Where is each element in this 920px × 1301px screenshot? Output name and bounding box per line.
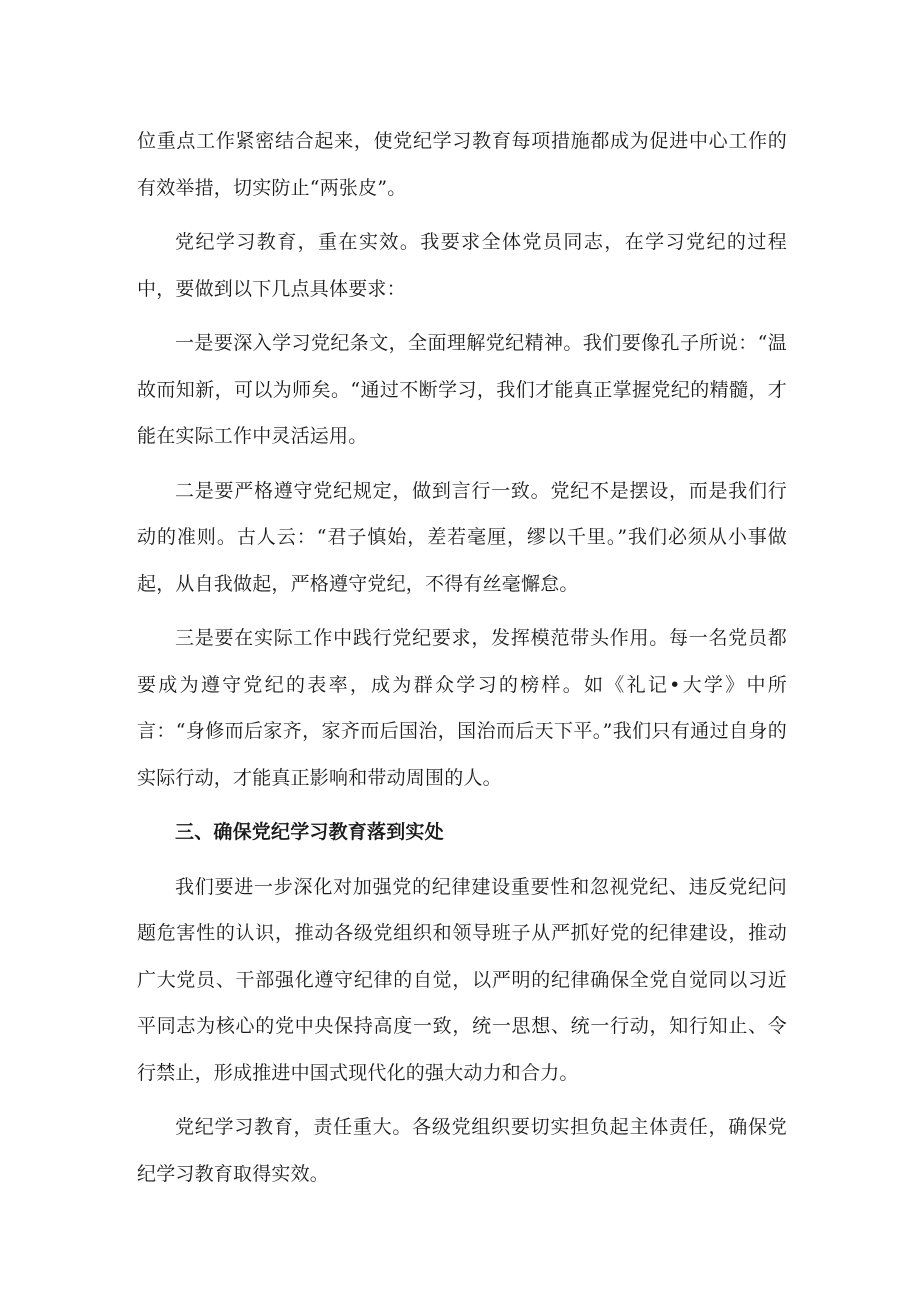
paragraph-requirement-one: 一是要深入学习党纪条文，全面理解党纪精神。我们要像孔子所说：“温故而知新，可以为师矣。“通过不断学习，我们才能真正掌握党纪的精髓，才能在实际工作中灵活运用。: [137, 332, 787, 447]
section-heading: 三、确保党纪学习教育落到实处: [175, 821, 444, 843]
paragraph-requirement-three: 三是要在实际工作中践行党纪要求，发挥模范带头作用。每一名党员都要成为遵守党纪的表率，成为群众学习的榜样。如《礼记•大学》中所言：“身修而后家齐，家齐而后国治，国治而后天下平。”我们只有通过自身的实际行动，才能真正影响和带动周围的人。: [137, 627, 787, 789]
paragraph-gap: [137, 607, 787, 615]
paragraph-gap: [137, 460, 787, 468]
paragraph-continuation: 位重点工作紧密结合起来，使党纪学习教育每项措施都成为促进中心工作的有效举措，切实防止“两张皮”。: [137, 130, 787, 199]
paragraph-gap: [137, 801, 787, 809]
paragraph-gap: [137, 1096, 787, 1104]
paragraph-responsibility: 党纪学习教育，责任重大。各级党组织要切实担负起主体责任，确保党纪学习教育取得实效。: [137, 1116, 787, 1185]
paragraph-requirement-two: 二是要严格遵守党纪规定，做到言行一致。党纪不是摆设，而是我们行动的准则。古人云：“君子慎始，差若毫厘，缪以千里。”我们必须从小事做起，从自我做起，严格遵守党纪，不得有丝毫懈怠。: [137, 479, 787, 595]
paragraph-gap: [137, 211, 787, 219]
paragraph-requirements-intro: 党纪学习教育，重在实效。我要求全体党员同志，在学习党纪的过程中，要做到以下几点具体要求：: [137, 231, 787, 300]
paragraph-gap: [137, 856, 787, 864]
document-body: [137, 118, 787, 1197]
paragraph-gap: [137, 312, 787, 320]
paragraph-discipline-building: 我们要进一步深化对加强党的纪律建设重要性和忽视党纪、违反党纪问题危害性的认识，推动各级党组织和领导班子从严抓好党的纪律建设，推动广大党员、干部强化遵守纪律的自觉，以严明的纪律确保全党自觉同以习近平同志为核心的党中央保持高度一致，统一思想、统一行动，知行知止、令行禁止，形成推进中国式现代化的强大动力和合力。: [137, 875, 787, 1084]
